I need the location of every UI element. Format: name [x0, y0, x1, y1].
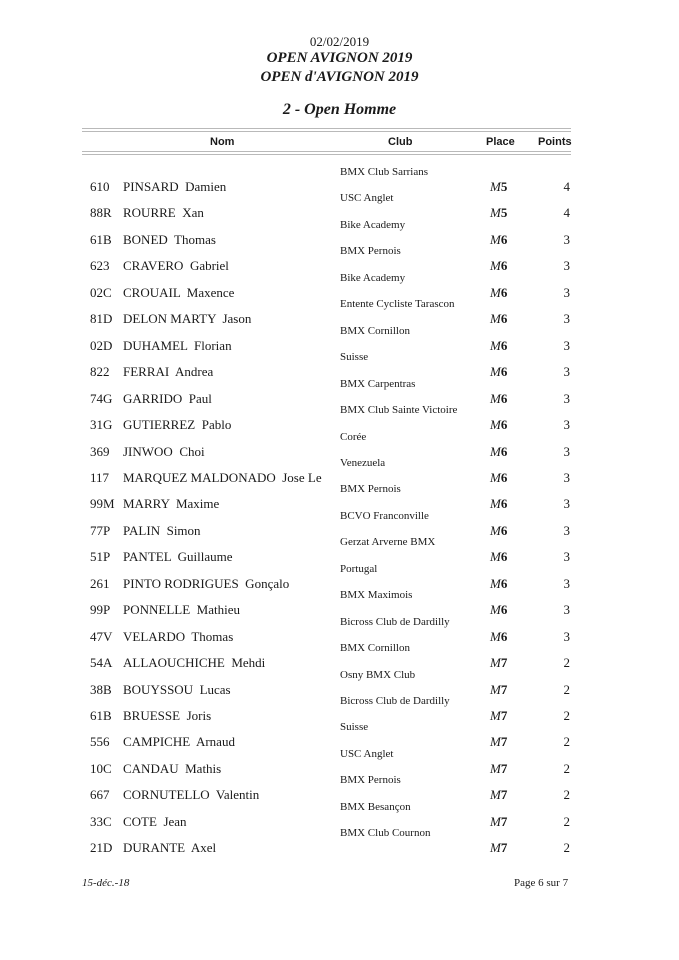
- rider-name: DUHAMEL Florian: [123, 337, 232, 353]
- rider-club: BMX Pernois: [340, 245, 401, 258]
- place-prefix: M: [490, 760, 501, 776]
- rider-points: 3: [563, 364, 570, 380]
- rider-name: JINWOO Choi: [123, 443, 205, 459]
- table-row: [0, 431, 679, 457]
- table-row: [0, 192, 679, 221]
- rider-club: Suisse: [340, 351, 369, 364]
- rider-club: Venezuela: [340, 456, 386, 469]
- rider-points: 2: [563, 708, 570, 723]
- rider-name: FERRAI Andrea: [123, 364, 214, 380]
- rider-club: Bike Academy: [340, 218, 406, 231]
- category-title: 2 - Open Homme: [282, 101, 397, 118]
- rider-number: 556: [90, 734, 110, 750]
- place-rank: 6: [500, 575, 508, 591]
- document-date: 02/02/2019: [309, 34, 370, 49]
- table-row: [0, 748, 679, 774]
- rider-points: 3: [563, 549, 570, 565]
- place-rank: 7: [500, 813, 508, 829]
- rider-points: 2: [563, 760, 570, 776]
- rider-number: 74G: [90, 390, 113, 406]
- rider-number: 77P: [90, 522, 111, 538]
- table-row: [0, 563, 679, 589]
- place-rank: 6: [500, 522, 508, 538]
- column-header-club: Club: [388, 136, 413, 148]
- rider-name: BOUYSSOU Lucas: [123, 681, 231, 697]
- table-row: [0, 589, 679, 618]
- place-rank: 5: [500, 205, 508, 221]
- rider-points: 3: [563, 390, 570, 406]
- table-row: [0, 774, 679, 803]
- rider-club: BMX Club Cournon: [340, 827, 431, 840]
- rider-points: 4: [563, 179, 570, 194]
- rider-number: 610: [90, 179, 110, 194]
- rider-points: 2: [563, 840, 570, 856]
- rider-name: ALLAOUCHICHE Mehdi: [123, 655, 266, 671]
- rider-number: 99P: [90, 602, 111, 618]
- rider-club: BMX Maximois: [340, 589, 413, 602]
- rider-club: BMX Club Sainte Victoire: [340, 404, 458, 417]
- rider-number: 369: [90, 443, 110, 459]
- rider-points: 4: [563, 205, 570, 221]
- place-prefix: M: [490, 549, 501, 565]
- rider-club: BMX Club Sarrians: [340, 166, 428, 178]
- place-prefix: M: [490, 787, 501, 803]
- rider-club: Portugal: [340, 562, 378, 575]
- rider-points: 3: [563, 469, 570, 485]
- rider-club: BMX Cornillon: [340, 642, 410, 655]
- rider-number: 623: [90, 258, 110, 274]
- rider-club: Corée: [340, 430, 367, 443]
- place-rank: 6: [500, 443, 508, 459]
- table-row: [0, 801, 679, 827]
- table-row: [0, 325, 679, 351]
- place-rank: 6: [500, 390, 508, 406]
- rider-number: 99M: [90, 496, 115, 512]
- place-prefix: M: [490, 469, 501, 485]
- rider-club: Gerzat Arverne BMX: [340, 536, 436, 549]
- rider-club: Osny BMX Club: [340, 668, 416, 681]
- rider-name: MARQUEZ MALDONADO Jose Le: [123, 469, 322, 485]
- rider-points: 2: [563, 787, 570, 803]
- table-row: [0, 351, 679, 380]
- table-row: [0, 245, 679, 274]
- rider-number: 10C: [90, 760, 112, 776]
- rider-name: PANTEL Guillaume: [123, 549, 233, 565]
- table-row: [0, 219, 679, 245]
- place-rank: 6: [500, 469, 508, 485]
- rider-name: BRUESSE Joris: [123, 708, 212, 723]
- rider-name: DELON MARTY Jason: [123, 311, 252, 327]
- column-header-place: Place: [486, 136, 515, 148]
- table-row: [0, 510, 679, 536]
- rider-name: ROURRE Xan: [123, 205, 204, 221]
- place-rank: 6: [500, 311, 508, 327]
- rider-points: 3: [563, 311, 570, 327]
- place-prefix: M: [490, 813, 501, 829]
- rider-name: VELARDO Thomas: [123, 628, 234, 644]
- rider-points: 2: [563, 813, 570, 829]
- place-prefix: M: [490, 575, 501, 591]
- rider-points: 3: [563, 417, 570, 433]
- rider-points: 2: [563, 655, 570, 671]
- table-row: [0, 827, 679, 856]
- place-prefix: M: [490, 337, 501, 353]
- rider-name: CORNUTELLO Valentin: [123, 787, 260, 803]
- place-prefix: M: [490, 231, 501, 247]
- rider-number: 38B: [90, 681, 112, 697]
- rider-points: 3: [563, 258, 570, 274]
- rider-number: 31G: [90, 417, 113, 433]
- rider-number: 667: [90, 787, 110, 803]
- place-prefix: M: [490, 655, 501, 671]
- rider-name: GARRIDO Paul: [123, 390, 212, 406]
- place-rank: 7: [500, 760, 508, 776]
- place-prefix: M: [490, 443, 501, 459]
- rider-points: 3: [563, 575, 570, 591]
- rider-points: 3: [563, 337, 570, 353]
- place-rank: 6: [500, 549, 508, 565]
- rider-club: Bicross Club de Dardilly: [340, 615, 450, 628]
- rider-number: 81D: [90, 311, 113, 327]
- place-rank: 7: [500, 708, 508, 723]
- rider-points: 3: [563, 284, 570, 300]
- rider-place: [490, 840, 507, 856]
- place-prefix: M: [490, 602, 501, 618]
- place-rank: 6: [500, 417, 508, 433]
- event-subtitle: OPEN d'AVIGNON 2019: [260, 69, 419, 85]
- rider-number: 47V: [90, 628, 113, 644]
- place-prefix: M: [490, 628, 501, 644]
- place-rank: 6: [500, 231, 508, 247]
- rider-number: 54A: [90, 655, 113, 671]
- rider-number: 822: [90, 364, 110, 380]
- table-row: [0, 298, 679, 327]
- rider-name: BONED Thomas: [123, 231, 216, 247]
- place-rank: 6: [500, 602, 508, 618]
- table-row: [0, 272, 679, 298]
- place-prefix: M: [490, 496, 501, 512]
- table-row: [0, 642, 679, 671]
- place-prefix: M: [490, 284, 501, 300]
- place-prefix: M: [490, 179, 501, 194]
- place-prefix: M: [490, 417, 501, 433]
- rider-points: 3: [563, 602, 570, 618]
- footer-date: 15-déc.-18: [82, 877, 130, 889]
- table-row: [0, 166, 679, 192]
- rider-name: CROUAIL Maxence: [123, 284, 235, 300]
- place-rank: 5: [500, 179, 508, 194]
- rider-name: CAMPICHE Arnaud: [123, 734, 235, 750]
- place-prefix: M: [490, 311, 501, 327]
- place-prefix: M: [490, 258, 501, 274]
- place-prefix: M: [490, 681, 501, 697]
- rider-club: BMX Besançon: [340, 800, 411, 813]
- rider-club: Bicross Club de Dardilly: [340, 695, 450, 707]
- rider-club: BMX Cornillon: [340, 324, 410, 337]
- rider-club: Entente Cycliste Tarascon: [340, 298, 455, 311]
- rider-points: 3: [563, 443, 570, 459]
- place-prefix: M: [490, 522, 501, 538]
- table-row: [0, 669, 679, 695]
- page-number: Page 6 sur 7: [514, 877, 569, 889]
- rider-number: 117: [90, 469, 110, 485]
- place-rank: 6: [500, 628, 508, 644]
- place-rank: 7: [500, 655, 508, 671]
- rider-club: USC Anglet: [340, 192, 394, 205]
- place-prefix: M: [490, 364, 501, 380]
- rider-number: 261: [90, 575, 110, 591]
- rider-number: 88R: [90, 205, 112, 221]
- rider-name: PONNELLE Mathieu: [123, 602, 240, 618]
- table-row: [0, 616, 679, 642]
- rider-club: BCVO Franconville: [340, 509, 429, 522]
- rider-points: 3: [563, 522, 570, 538]
- place-prefix: M: [490, 390, 501, 406]
- rider-name: CRAVERO Gabriel: [123, 258, 229, 274]
- rider-name: CANDAU Mathis: [123, 760, 222, 776]
- place-rank: 7: [500, 681, 508, 697]
- column-header-points: Points: [538, 136, 572, 148]
- rider-number: 02C: [90, 284, 112, 300]
- column-header-nom: Nom: [210, 136, 235, 148]
- rider-points: 2: [563, 681, 570, 697]
- rider-points: 3: [563, 628, 570, 644]
- table-row: [0, 536, 679, 565]
- table-row: [0, 483, 679, 512]
- rider-points: 3: [563, 496, 570, 512]
- place-rank: 6: [500, 496, 508, 512]
- rider-club: BMX Pernois: [340, 483, 401, 496]
- rider-number: 21D: [90, 840, 113, 856]
- rider-name: GUTIERREZ Pablo: [123, 417, 232, 433]
- rider-number: 51P: [90, 549, 111, 565]
- table-row: [0, 404, 679, 433]
- rider-number: 33C: [90, 813, 112, 829]
- place-rank: 7: [500, 734, 508, 750]
- rider-club: Suisse: [340, 721, 369, 734]
- place-rank: 6: [500, 337, 508, 353]
- rider-club: Bike Academy: [340, 271, 406, 284]
- rider-points: 2: [563, 734, 570, 750]
- place-rank: 7: [500, 840, 508, 856]
- table-row: [0, 457, 679, 483]
- rider-name: COTE Jean: [123, 813, 187, 829]
- place-rank: 6: [500, 284, 508, 300]
- place-prefix: M: [490, 840, 501, 856]
- rider-number: 02D: [90, 337, 113, 353]
- place-rank: 6: [500, 258, 508, 274]
- rider-name: PINTO RODRIGUES Gonçalo: [123, 575, 290, 591]
- rider-name: PALIN Simon: [123, 522, 201, 538]
- place-prefix: M: [490, 708, 501, 723]
- place-prefix: M: [490, 734, 501, 750]
- table-row: [0, 721, 679, 750]
- table-row: [0, 695, 679, 721]
- rider-club: BMX Pernois: [340, 774, 401, 787]
- place-prefix: M: [490, 205, 501, 221]
- rider-name: PINSARD Damien: [123, 179, 227, 194]
- place-rank: 7: [500, 787, 508, 803]
- rider-number: 61B: [90, 708, 112, 723]
- rider-points: 3: [563, 231, 570, 247]
- event-title: OPEN AVIGNON 2019: [266, 50, 413, 66]
- rider-name: MARRY Maxime: [123, 496, 220, 512]
- rider-club: BMX Carpentras: [340, 377, 416, 390]
- rider-number: 61B: [90, 231, 112, 247]
- table-row: [0, 378, 679, 404]
- rider-club: USC Anglet: [340, 747, 394, 760]
- place-rank: 6: [500, 364, 508, 380]
- rider-name: DURANTE Axel: [123, 840, 217, 856]
